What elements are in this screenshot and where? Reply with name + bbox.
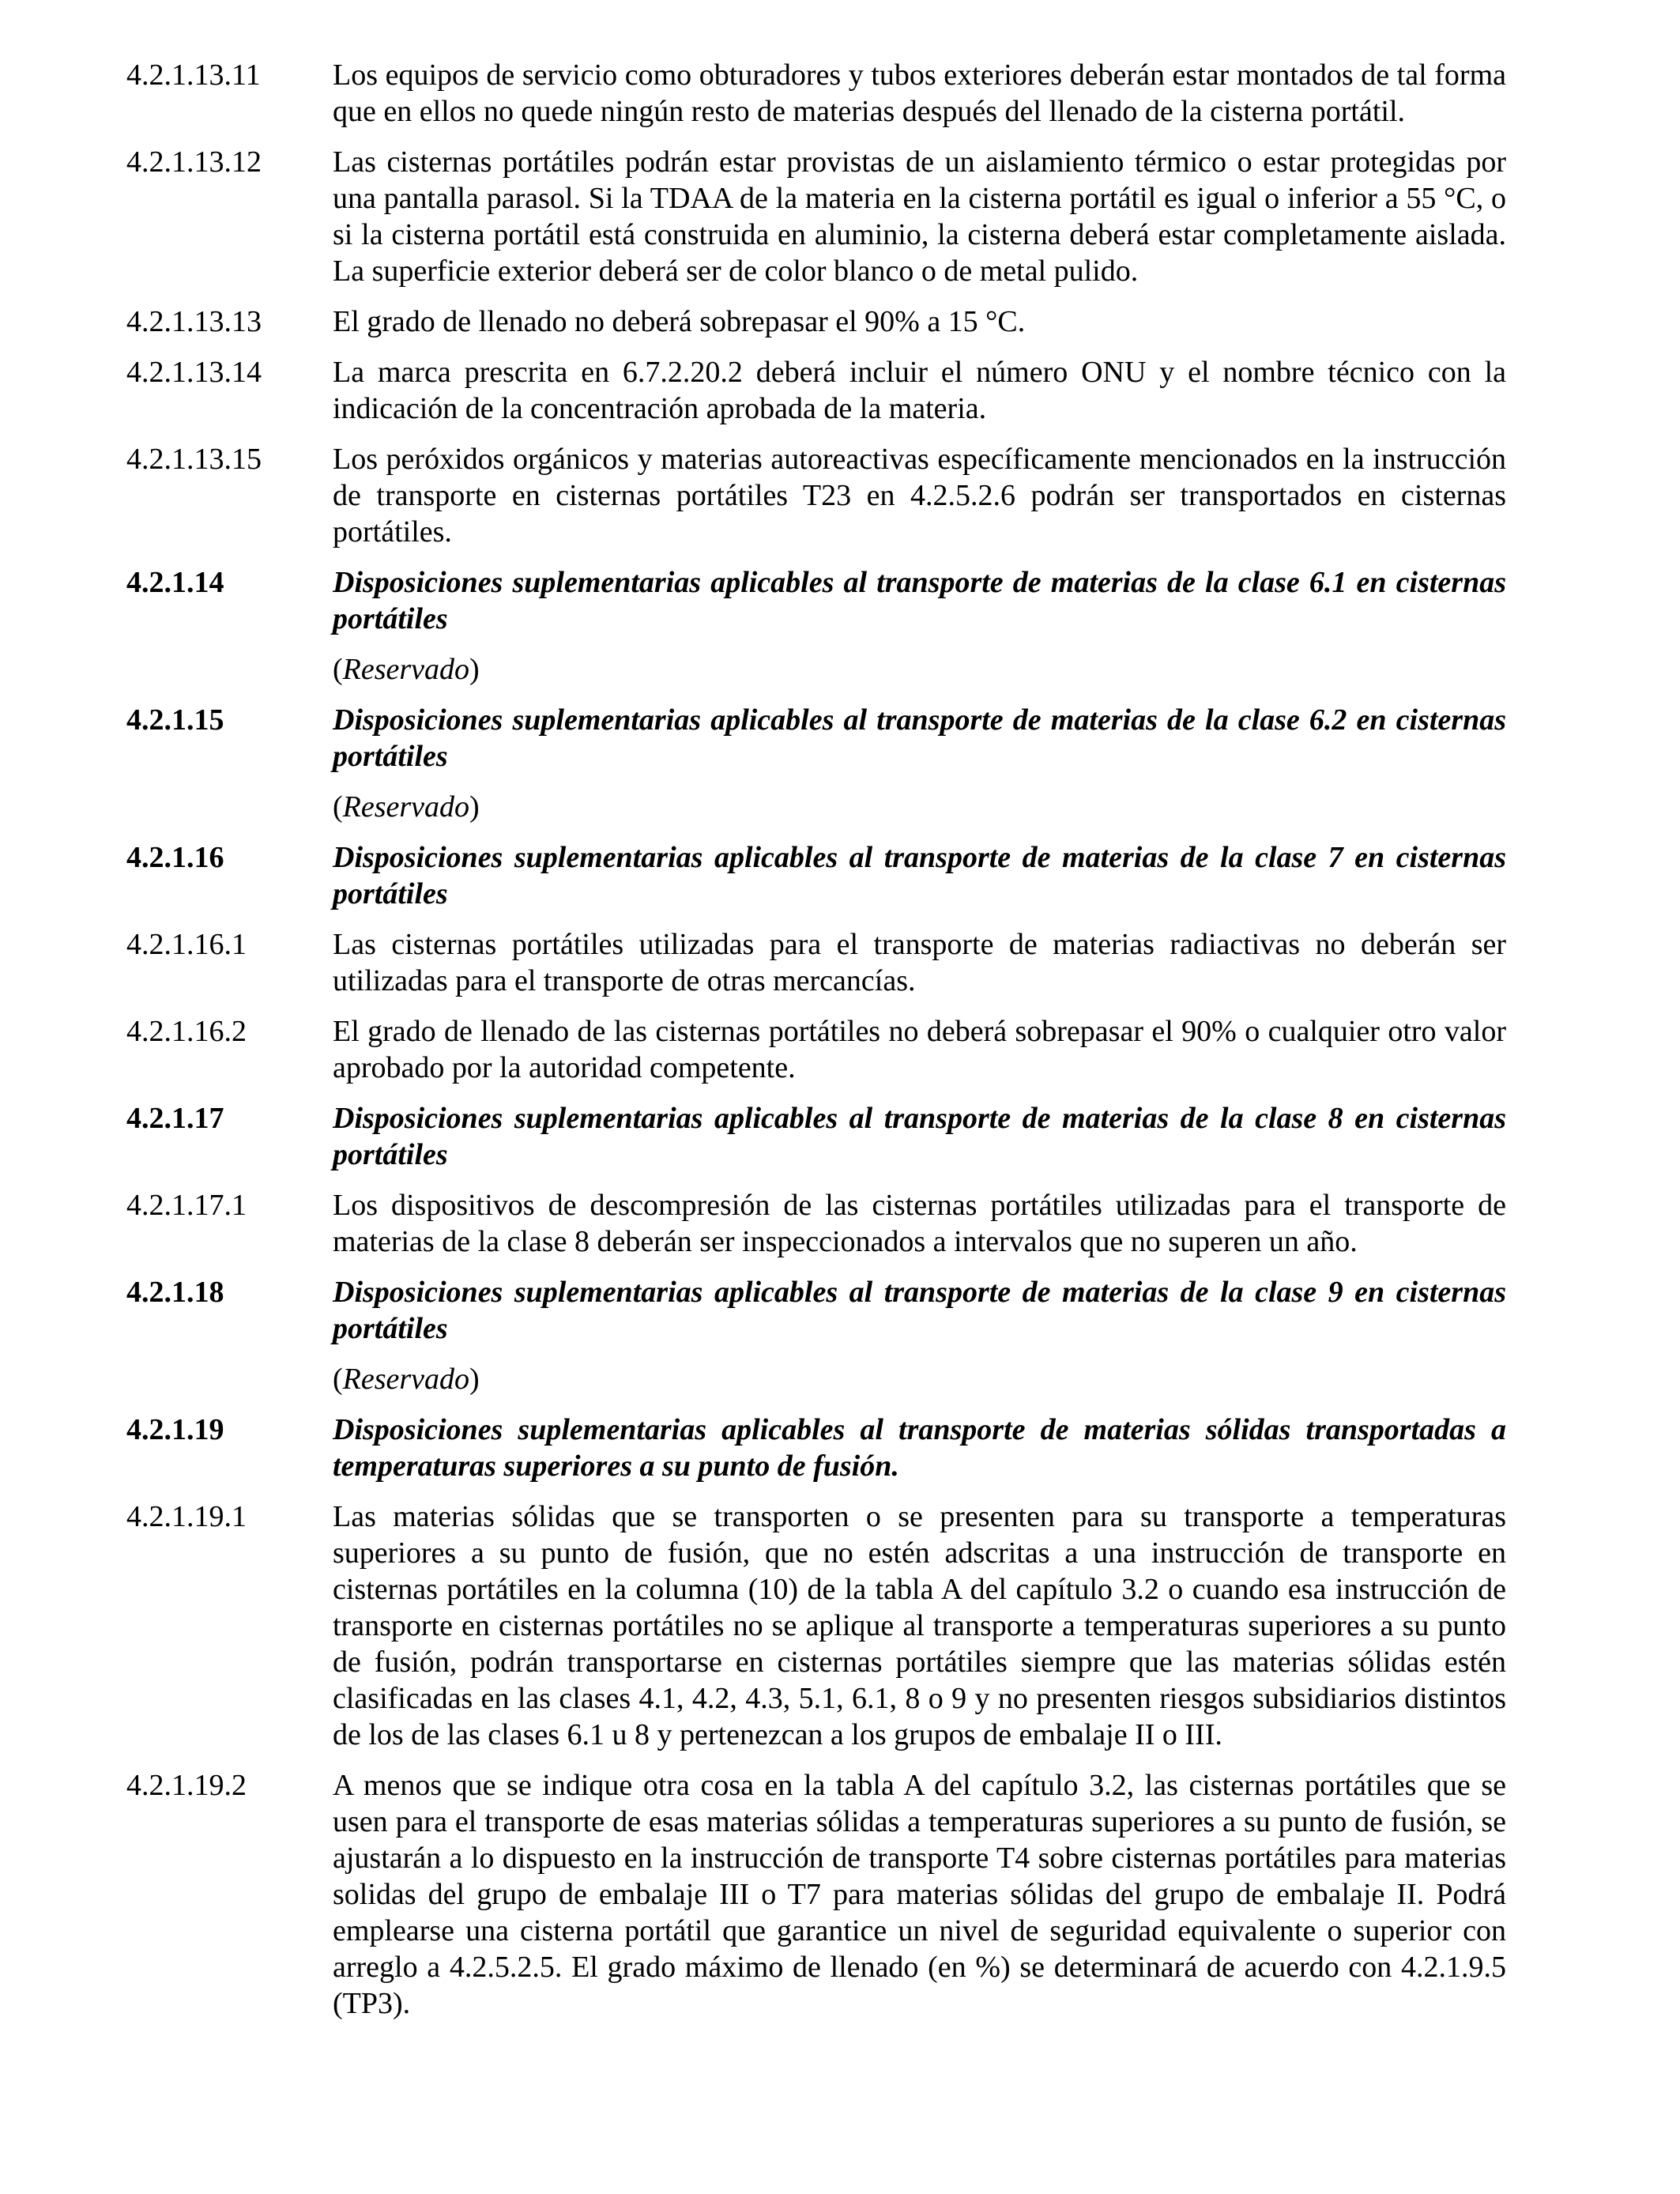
reserved-note-text: Reservado	[342, 653, 470, 686]
heading-title: Disposiciones suplementarias aplicables al transporte de materias de la clase 6.1 en cisternas portátiles	[333, 566, 1506, 635]
paragraph	[126, 926, 1506, 999]
section-number: 4.2.1.13.11	[126, 58, 261, 92]
section-heading	[126, 1412, 1506, 1484]
paragraph-text: El grado de llenado no deberá sobrepasar el 90% a 15 °C.	[333, 305, 1026, 338]
section-heading	[126, 1100, 1506, 1173]
paragraph-text: Los peróxidos orgánicos y materias autoreactivas específicamente mencionados en la instrucción de transporte en cisternas portátiles T23 en 4.2.5.2.6 podrán ser transportados en cisternas portátiles.	[333, 443, 1506, 548]
document-page	[126, 57, 1506, 2036]
reserved-note-text: Reservado	[342, 1363, 470, 1396]
paragraph	[126, 57, 1506, 130]
section-number: 4.2.1.13.12	[126, 145, 262, 179]
section-number: 4.2.1.16	[126, 841, 224, 874]
reserved-note: (Reservado)	[333, 790, 480, 824]
section-heading	[126, 564, 1506, 688]
heading-text	[333, 839, 1506, 912]
section-number: 4.2.1.19.2	[126, 1769, 247, 1802]
paragraph-text: Las cisternas portátiles podrán estar provistas de un aislamiento térmico o estar protegidas por una pantalla parasol. Si la TDAA de la materia en la cisterna portátil es igual o inferior a 55 °C, o si la cisterna portátil está construida en aluminio, la cisterna deberá estar completamente aislada. La superficie exterior deberá ser de color blanco o de metal pulido.	[333, 145, 1506, 288]
reserved-note-text: Reservado	[342, 790, 470, 824]
paragraph	[126, 1187, 1506, 1260]
section-number: 4.2.1.15	[126, 703, 224, 737]
section-number: 4.2.1.13.13	[126, 305, 262, 338]
paragraph-text: Los dispositivos de descompresión de las cisternas portátiles utilizadas para el transporte de materias de la clase 8 deberán ser inspeccionados a intervalos que no superen un año.	[333, 1189, 1506, 1258]
paragraph	[126, 1498, 1506, 1753]
section-number: 4.2.1.18	[126, 1276, 224, 1309]
heading-title: Disposiciones suplementarias aplicables al transporte de materias de la clase 8 en cisternas portátiles	[333, 1102, 1506, 1171]
heading-title: Disposiciones suplementarias aplicables al transporte de materias de la clase 6.2 en cisternas portátiles	[333, 703, 1506, 773]
heading-title: Disposiciones suplementarias aplicables al transporte de materias de la clase 9 en cisternas portátiles	[333, 1276, 1506, 1345]
paragraph	[126, 303, 1506, 340]
paragraph-text: Los equipos de servicio como obturadores y tubos exteriores deberán estar montados de tal forma que en ellos no quede ningún resto de materias después del llenado de la cisterna portátil.	[333, 58, 1506, 128]
reserved-note: (Reservado)	[333, 1363, 480, 1396]
section-number: 4.2.1.16.2	[126, 1015, 247, 1048]
section-number: 4.2.1.14	[126, 566, 224, 599]
section-number: 4.2.1.16.1	[126, 928, 247, 961]
paragraph	[126, 354, 1506, 427]
reserved-note: (Reservado)	[333, 653, 480, 686]
paragraph-text: La marca prescrita en 6.7.2.20.2 deberá incluir el número ONU y el nombre técnico con la indicación de la concentración aprobada de la materia.	[333, 356, 1506, 425]
paragraph	[126, 441, 1506, 550]
paragraph-text: El grado de llenado de las cisternas portátiles no deberá sobrepasar el 90% o cualquier otro valor aprobado por la autoridad competente.	[333, 1015, 1506, 1084]
section-number: 4.2.1.13.14	[126, 356, 262, 389]
paragraph-text: A menos que se indique otra cosa en la tabla A del capítulo 3.2, las cisternas portátiles que se usen para el transporte de esas materias sólidas a temperaturas superiores a su punto de fusión, se ajustarán a lo dispuesto en la instrucción de transporte T4 sobre cisternas portátiles para materias solidas del grupo de embalaje III o T7 para materias sólidas del grupo de embalaje II. Podrá emplearse una cisterna portátil que garantice un nivel de seguridad equivalente o superior con arreglo a 4.2.5.2.5. El grado máximo de llenado (en %) se determinará de acuerdo con 4.2.1.9.5 (TP3).	[333, 1769, 1506, 2020]
section-heading	[126, 1274, 1506, 1397]
paragraph	[126, 144, 1506, 289]
heading-text	[333, 1274, 1506, 1397]
section-number: 4.2.1.19	[126, 1413, 224, 1446]
heading-text	[333, 564, 1506, 688]
section-heading	[126, 839, 1506, 912]
paragraph-text: Las cisternas portátiles utilizadas para el transporte de materias radiactivas no deberán ser utilizadas para el transporte de otras mercancías.	[333, 928, 1506, 997]
paragraph	[126, 1013, 1506, 1086]
heading-text	[333, 1100, 1506, 1173]
heading-title: Disposiciones suplementarias aplicables al transporte de materias sólidas transportadas a temperaturas superiores a su punto de fusión.	[333, 1413, 1506, 1483]
paragraph	[126, 1767, 1506, 2022]
section-number: 4.2.1.19.1	[126, 1500, 247, 1533]
section-number: 4.2.1.17.1	[126, 1189, 247, 1222]
section-heading	[126, 702, 1506, 825]
heading-text	[333, 1412, 1506, 1484]
heading-text	[333, 702, 1506, 825]
heading-title: Disposiciones suplementarias aplicables al transporte de materias de la clase 7 en cisternas portátiles	[333, 841, 1506, 910]
section-number: 4.2.1.17	[126, 1102, 224, 1135]
paragraph-text: Las materias sólidas que se transporten o se presenten para su transporte a temperaturas superiores a su punto de fusión, que no estén adscritas a una instrucción de transporte en cisternas portátiles en la columna (10) de la tabla A del capítulo 3.2 o cuando esa instrucción de transporte en cisternas portátiles no se aplique al transporte a temperaturas superiores a su punto de fusión, podrán transportarse en cisternas portátiles siempre que las materias sólidas estén clasificadas en las clases 4.1, 4.2, 4.3, 5.1, 6.1, 8 o 9 y no presenten riesgos subsidiarios distintos de los de las clases 6.1 u 8 y pertenezcan a los grupos de embalaje II o III.	[333, 1500, 1506, 1751]
section-number: 4.2.1.13.15	[126, 443, 262, 476]
